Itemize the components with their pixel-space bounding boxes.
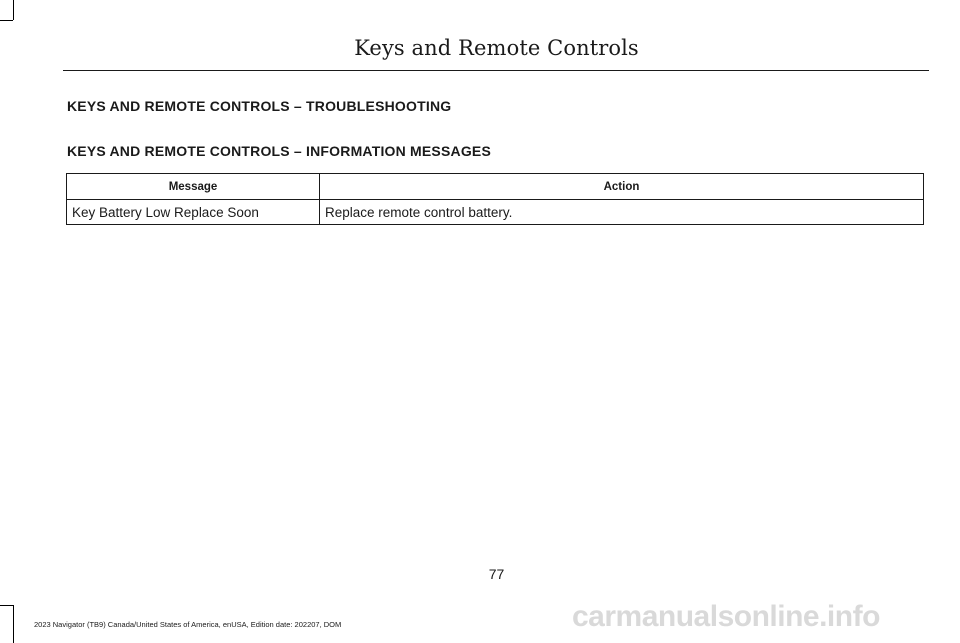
crop-mark-bottom-left-horizontal	[0, 605, 13, 606]
page-number: 77	[488, 566, 505, 582]
table-row	[67, 200, 924, 225]
information-messages-table	[66, 173, 924, 225]
section-heading-information-messages: KEYS AND REMOTE CONTROLS – INFORMATION MESSAGES	[67, 143, 491, 159]
table-cell-message: Key Battery Low Replace Soon	[67, 200, 320, 225]
crop-mark-top-left-horizontal	[0, 20, 13, 21]
table-header-row	[67, 174, 924, 200]
table-cell-action: Replace remote control battery.	[320, 200, 924, 225]
column-header-message: Message	[67, 174, 320, 200]
page-title: Keys and Remote Controls	[354, 36, 639, 60]
header-divider	[63, 70, 929, 71]
column-header-action: Action	[320, 174, 924, 200]
section-heading-troubleshooting: KEYS AND REMOTE CONTROLS – TROUBLESHOOTING	[67, 98, 452, 114]
edition-footer: 2023 Navigator (TB9) Canada/United States of America, enUSA, Edition date: 202207, DOM	[34, 620, 342, 629]
watermark: carmanualsonline.info	[572, 600, 880, 633]
crop-mark-bottom-left-vertical	[13, 605, 14, 643]
crop-mark-top-left-vertical	[13, 0, 14, 20]
